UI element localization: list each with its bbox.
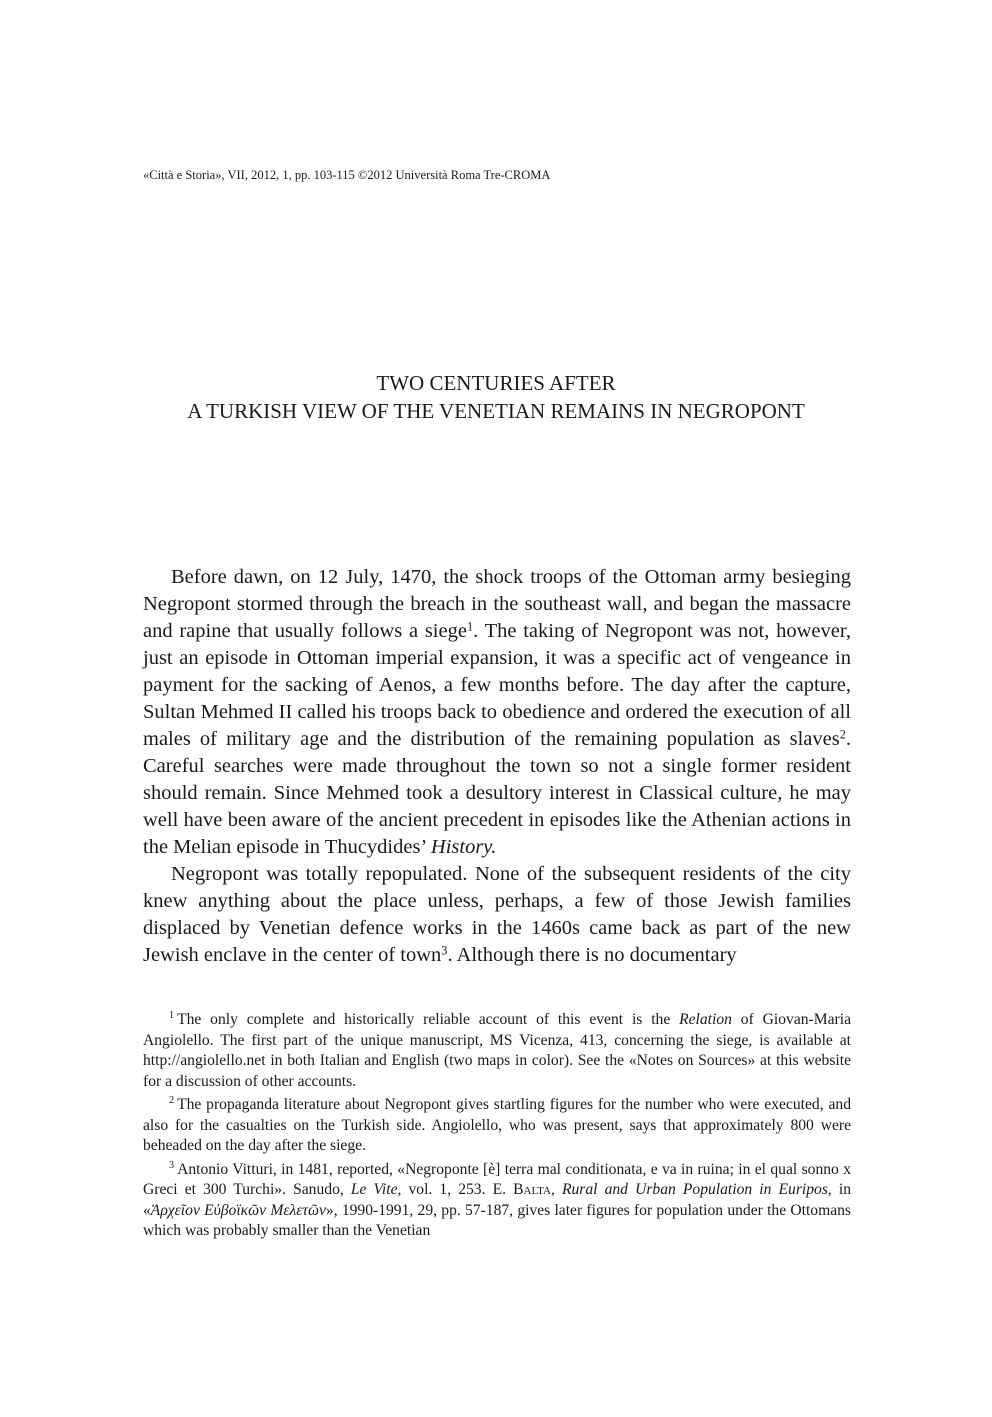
footnote-1-italic: Relation bbox=[679, 1011, 732, 1028]
footnote-3-text-b: , vol. 1, 253. E. bbox=[397, 1181, 514, 1198]
footnote-3 bbox=[143, 1160, 851, 1242]
paragraph-1-text-c: . Careful searches were made throughout the town so not a single former resident should remain. Since Mehmed took a desultory interest in Classical culture, he may well have been aware of the ancient precedent in episodes like the Athenian actions in the Melian episode in Thucydides’ bbox=[143, 728, 851, 858]
paragraph-2-text-a: Negropont was totally repopulated. None of the subsequent residents of the city knew anything about the place unless, perhaps, a few of those Jewish families displaced by Venetian defence works in the 1460s came back as part of the new Jewish enclave in the center of town bbox=[143, 863, 851, 966]
footnote-3-text-a: Antonio Vitturi, in 1481, reported, «Negroponte [è] terra mal conditionata, e va in ruina; in el qual sonno x Greci et 300 Turchi». Sanudo, bbox=[143, 1160, 851, 1198]
footnote-3-text-c: , bbox=[550, 1181, 562, 1198]
footnote-1-text-a: The only complete and historically reliable account of this event is the bbox=[177, 1011, 680, 1028]
body-text bbox=[143, 564, 851, 969]
footnote-3-author-smallcaps: Balta bbox=[513, 1181, 551, 1198]
footnote-2-text: The propaganda literature about Negropont gives startling figures for the number who were executed, and also for the casualties on the Turkish side. Angiolello, who was present, says that approximately 800 were beheaded on the day after the siege. bbox=[143, 1096, 851, 1154]
footnote-3-text-e: », 1990-1991, 29, pp. 57-187, gives later figures for population under the Ottomans which was probably smaller than the Venetian bbox=[143, 1201, 851, 1239]
footnote-2-number: 2 bbox=[169, 1095, 175, 1107]
footnote-1-text-b: of Giovan-Maria Angiolello. The first part of the unique manuscript, MS Vicenza, 413, concerning the siege, is available at http://angiolello.net in both Italian and English (two maps in color). See the «Notes on Sources» at this website for a discussion of other accounts. bbox=[143, 1011, 851, 1090]
footnote-3-text-d: in « bbox=[143, 1181, 851, 1219]
paragraph-2-text-b: . Although there is no documentary bbox=[447, 944, 737, 966]
paragraph-1-text-a: Before dawn, on 12 July, 1470, the shock troops of the Ottoman army besieging Negropont stormed through the breach in the southeast wall, and began the massacre and rapine that usually follows a siege bbox=[143, 566, 851, 642]
footnote-3-italic-title: Rural and Urban Population in Euripos, bbox=[561, 1181, 832, 1198]
footnote-3-italic-greek: Ἀρχεῖον Εὐβοϊκῶν Μελετῶν bbox=[150, 1201, 326, 1219]
paragraph-1-text-b: . The taking of Negropont was not, however, just an episode in Ottoman imperial expansion, it was a specific act of vengeance in payment for the sacking of Aenos, a few months before. The day after the capture, Sultan Mehmed II called his troops back to obedience and ordered the execution of all males of military age and the distribution of the remaining population as slaves bbox=[143, 620, 852, 750]
paragraph-2 bbox=[143, 861, 851, 969]
footnote-ref-1[interactable]: 1 bbox=[466, 619, 474, 634]
footnote-3-italic-le-vite: Le Vite bbox=[350, 1181, 398, 1198]
paragraph-1 bbox=[143, 564, 851, 861]
title-line-1: TWO CENTURIES AFTER bbox=[376, 371, 616, 395]
running-header: «Città e Storia», VII, 2012, 1, pp. 103-115 ©2012 Università Roma Tre-CROMA bbox=[143, 168, 551, 182]
footnote-2 bbox=[143, 1095, 851, 1157]
footnote-ref-2[interactable]: 2 bbox=[839, 727, 846, 742]
paragraph-1-italic-history: History. bbox=[430, 836, 497, 858]
footnote-1-number: 1 bbox=[169, 1010, 175, 1022]
footnote-1 bbox=[143, 1010, 851, 1092]
footnotes bbox=[143, 1010, 851, 1260]
article-title bbox=[143, 369, 849, 425]
footnote-3-number: 3 bbox=[169, 1159, 175, 1171]
title-line-2: A TURKISH VIEW OF THE VENETIAN REMAINS IN NEGROPONT bbox=[187, 399, 805, 423]
footnote-ref-3[interactable]: 3 bbox=[441, 943, 448, 958]
